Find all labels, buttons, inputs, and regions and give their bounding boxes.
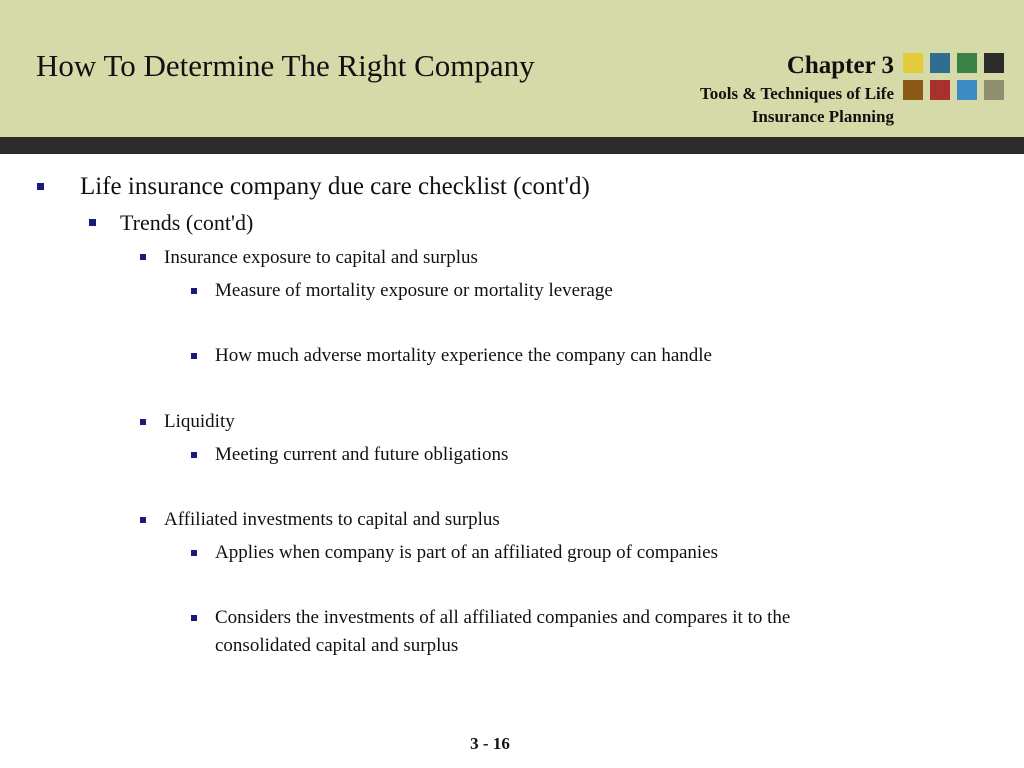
bullet-item: How much adverse mortality experience the company can handle [215,345,712,366]
bullet-item: Measure of mortality exposure or mortality leverage [215,280,613,301]
bullet-item: Applies when company is part of an affiliated group of companies [215,542,719,563]
bullet-item: Meeting current and future obligations [215,444,509,465]
bullet-icon [191,353,197,359]
bullet-icon [140,254,146,260]
bullet-icon [191,288,197,294]
page-number: 3 - 16 [470,734,510,753]
bullet-item: Life insurance company due care checklist (cont'd) [80,173,590,200]
bullet-icon [191,615,197,621]
bullet-icon [140,517,146,523]
bullet-item: Liquidity [164,411,235,432]
bullet-item: Trends (cont'd) [120,210,254,235]
bullet-icon [191,452,197,458]
bullet-icon [37,183,44,190]
chapter-subtitle-line-2: Insurance Planning [751,107,894,126]
bullet-icon [89,219,96,226]
bullet-item: Affiliated investments to capital and surplus [164,509,500,530]
bullet-item: Considers the investments of all affiliated companies and compares it to the [215,607,791,628]
chapter-subtitle-line-1: Tools & Techniques of Life [700,84,894,103]
bullet-item-continuation: consolidated capital and surplus [215,635,459,656]
slide-title: How To Determine The Right Company [36,48,535,83]
bullet-icon [191,550,197,556]
bullet-item: Insurance exposure to capital and surplus [164,247,478,268]
bullet-icon [140,419,146,425]
chapter-label: Chapter 3 [786,52,894,79]
